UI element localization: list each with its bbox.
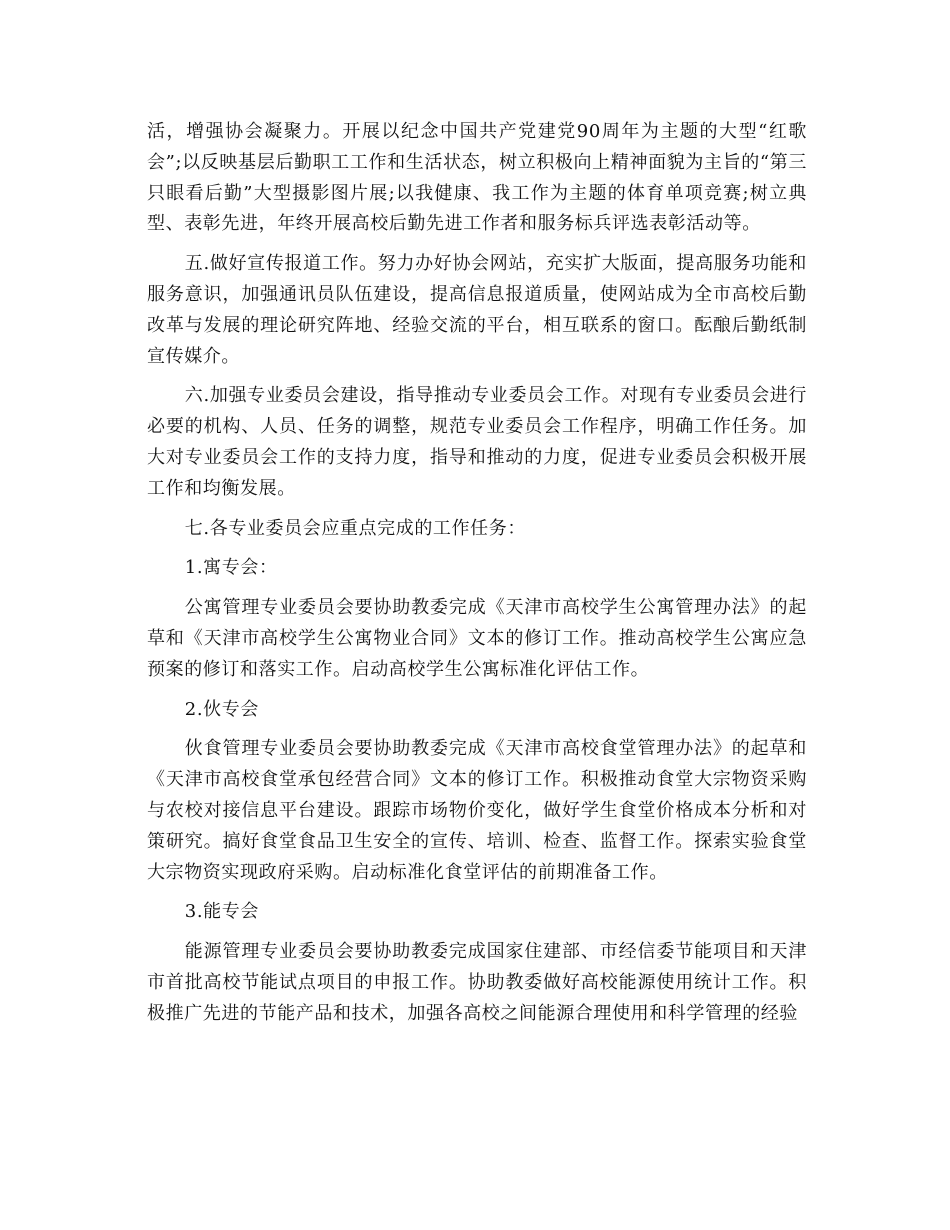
paragraph-catering-committee: 伙食管理专业委员会要协助教委完成《天津市高校食堂管理办法》的起草和《天津市高校食堂承包经营合同》文本的修订工作。积极推动食堂大宗物资采购与农校对接信息平台建设。跟踪市场物价变化，做好学生食堂价格成本分析和对策研究。搞好食堂食品卫生安全的宣传、培训、检查、监督工作。探索实验食堂大宗物资实现政府采购。启动标准化食堂评估的前期准备工作。: [147, 738, 807, 883]
document-body: [147, 117, 807, 1030]
paragraph-section-five-publicity: 五.做好宣传报道工作。努力办好协会网站，充实扩大版面，提高服务功能和服务意识，加强通讯员队伍建设，提高信息报道质量，使网站成为全市高校后勤改革与发展的理论研究阵地、经验交流的平台，相互联系的窗口。酝酿后勤纸制宣传媒介。: [147, 253, 807, 367]
paragraph-energy-committee: 能源管理专业委员会要协助教委完成国家住建部、市经信委节能项目和天津市首批高校节能试点项目的申报工作。协助教委做好高校能源使用统计工作。积极推广先进的节能产品和技术，加强各高校之间能源合理使用和科学管理的经验: [147, 941, 807, 1024]
paragraph-apartment-committee: 公寓管理专业委员会要协助教委完成《天津市高校学生公寓管理办法》的起草和《天津市高校学生公寓物业合同》文本的修订工作。推动高校学生公寓应急预案的修订和落实工作。启动高校学生公寓标准化评估工作。: [147, 597, 807, 680]
subheading-apartment-committee: 1.寓专会：: [184, 557, 278, 579]
paragraph-activities-continued: 活，增强协会凝聚力。开展以纪念中国共产党建党90周年为主题的大型“红歌会”;以反映基层后勤职工工作和生活状态，树立积极向上精神面貌为主旨的“第三只眼看后勤”大型摄影图片展;以我健康、我工作为主题的体育单项竞赛;树立典型、表彰先进，年终开展高校后勤先进工作者和服务标兵评选表彰活动等。: [147, 121, 807, 235]
subheading-energy-committee: 3.能专会: [184, 901, 259, 923]
heading-section-seven-tasks: 七.各专业委员会应重点完成的工作任务：: [184, 517, 526, 539]
paragraph-section-six-committees: 六.加强专业委员会建设，指导推动专业委员会工作。对现有专业委员会进行必要的机构、人员、任务的调整，规范专业委员会工作程序，明确工作任务。加大对专业委员会工作的支持力度，指导和推动的力度，促进专业委员会积极开展工作和均衡发展。: [147, 385, 807, 499]
subheading-catering-committee: 2.伙专会: [184, 698, 259, 720]
